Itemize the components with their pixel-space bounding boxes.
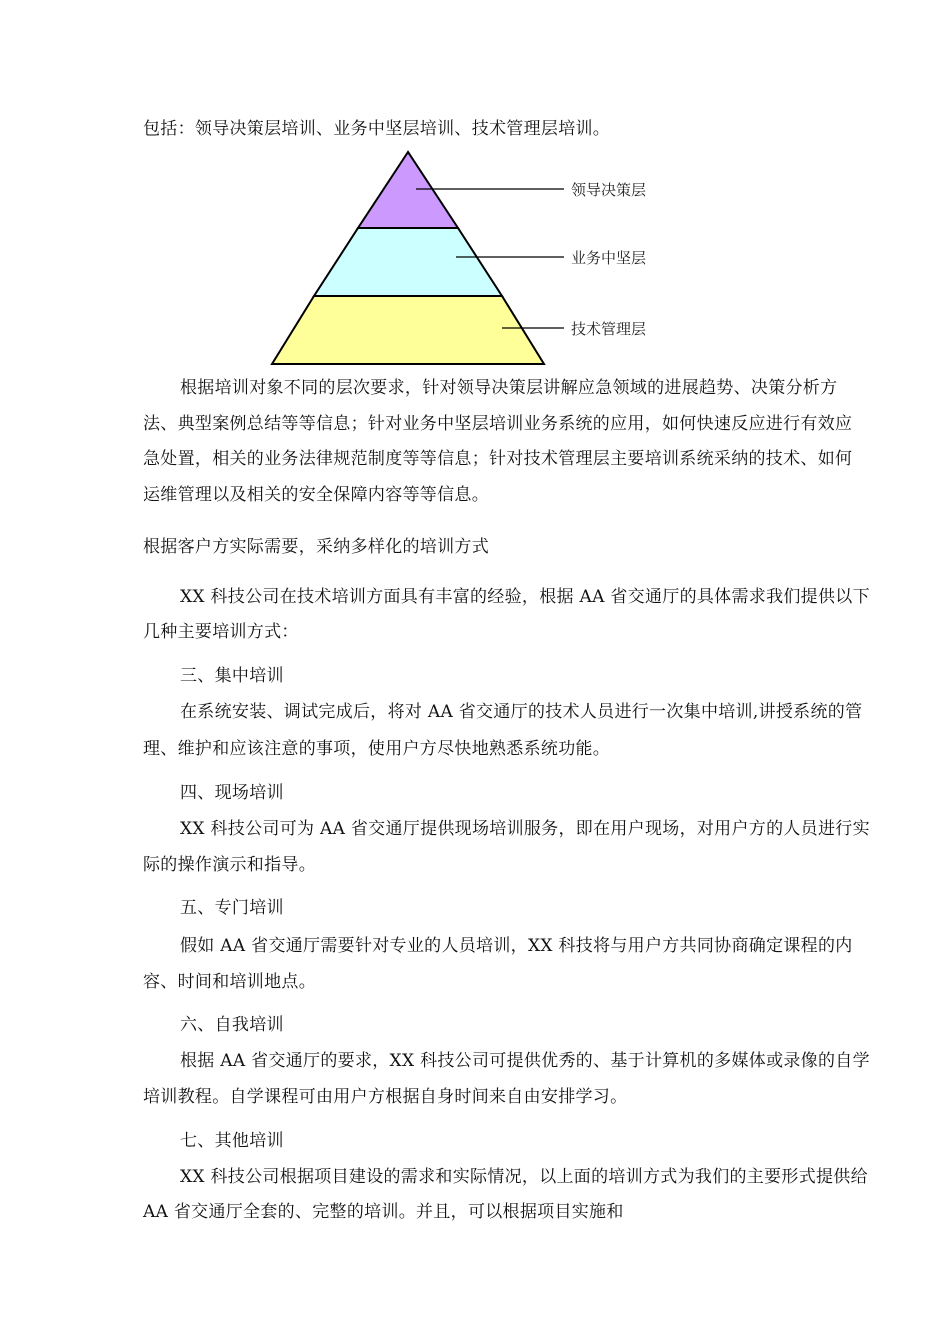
pyramid-level-bottom xyxy=(272,296,544,364)
item-line: 际的操作演示和指导。 xyxy=(143,855,316,875)
section-title: 根据客户方实际需要，采纳多样化的培训方式 xyxy=(143,537,489,557)
paragraph-line: 急处置，相关的业务法律规范制度等等信息；针对技术管理层主要培训系统采纳的技术、如何 xyxy=(143,449,853,469)
intro-text: 包括：领导决策层培训、业务中坚层培训、技术管理层培训。 xyxy=(143,119,611,139)
item-line: 培训教程。自学课程可由用户方根据自身时间来自由安排学习。 xyxy=(143,1087,628,1107)
item-heading: 五、专门培训 xyxy=(180,898,284,918)
item-line: 容、时间和培训地点。 xyxy=(143,972,316,992)
pyramid-level-top xyxy=(358,152,458,228)
paragraph-line: XX 科技公司在技术培训方面具有丰富的经验，根据 AA 省交通厅的具体需求我们提供以下 xyxy=(180,587,870,607)
paragraph-line: 几种主要培训方式： xyxy=(143,622,299,642)
item-heading: 四、现场培训 xyxy=(180,783,284,803)
pyramid-label-top: 领导决策层 xyxy=(571,181,647,199)
paragraph-line: 法、典型案例总结等等信息；针对业务中坚层培训业务系统的应用，如何快速反应进行有效应 xyxy=(143,414,853,434)
item-line: XX 科技公司根据项目建设的需求和实际情况，以上面的培训方式为我们的主要形式提供给 xyxy=(180,1167,868,1187)
pyramid-diagram xyxy=(262,148,682,370)
item-line: 在系统安装、调试完成后，将对 AA 省交通厅的技术人员进行一次集中培训,讲授系统的管 xyxy=(180,702,863,722)
item-heading: 六、自我培训 xyxy=(180,1015,284,1035)
item-heading: 三、集中培训 xyxy=(180,666,284,686)
item-heading: 七、其他培训 xyxy=(180,1131,284,1151)
item-line: AA 省交通厅全套的、完整的培训。并且，可以根据项目实施和 xyxy=(143,1202,624,1222)
pyramid-level-middle xyxy=(314,228,502,296)
item-line: XX 科技公司可为 AA 省交通厅提供现场培训服务，即在用户现场，对用户方的人员进行实 xyxy=(180,819,870,839)
pyramid-label-middle: 业务中坚层 xyxy=(571,249,647,267)
paragraph-line: 根据培训对象不同的层次要求，针对领导决策层讲解应急领域的进展趋势、决策分析方 xyxy=(180,378,838,398)
paragraph-line: 运维管理以及相关的安全保障内容等等信息。 xyxy=(143,485,489,505)
item-line: 理、维护和应该注意的事项，使用户方尽快地熟悉系统功能。 xyxy=(143,739,611,759)
item-line: 根据 AA 省交通厅的要求，XX 科技公司可提供优秀的、基于计算机的多媒体或录像的自学 xyxy=(180,1051,870,1071)
pyramid-label-bottom: 技术管理层 xyxy=(571,320,647,338)
item-line: 假如 AA 省交通厅需要针对专业的人员培训，XX 科技将与用户方共同协商确定课程的内 xyxy=(180,936,853,956)
